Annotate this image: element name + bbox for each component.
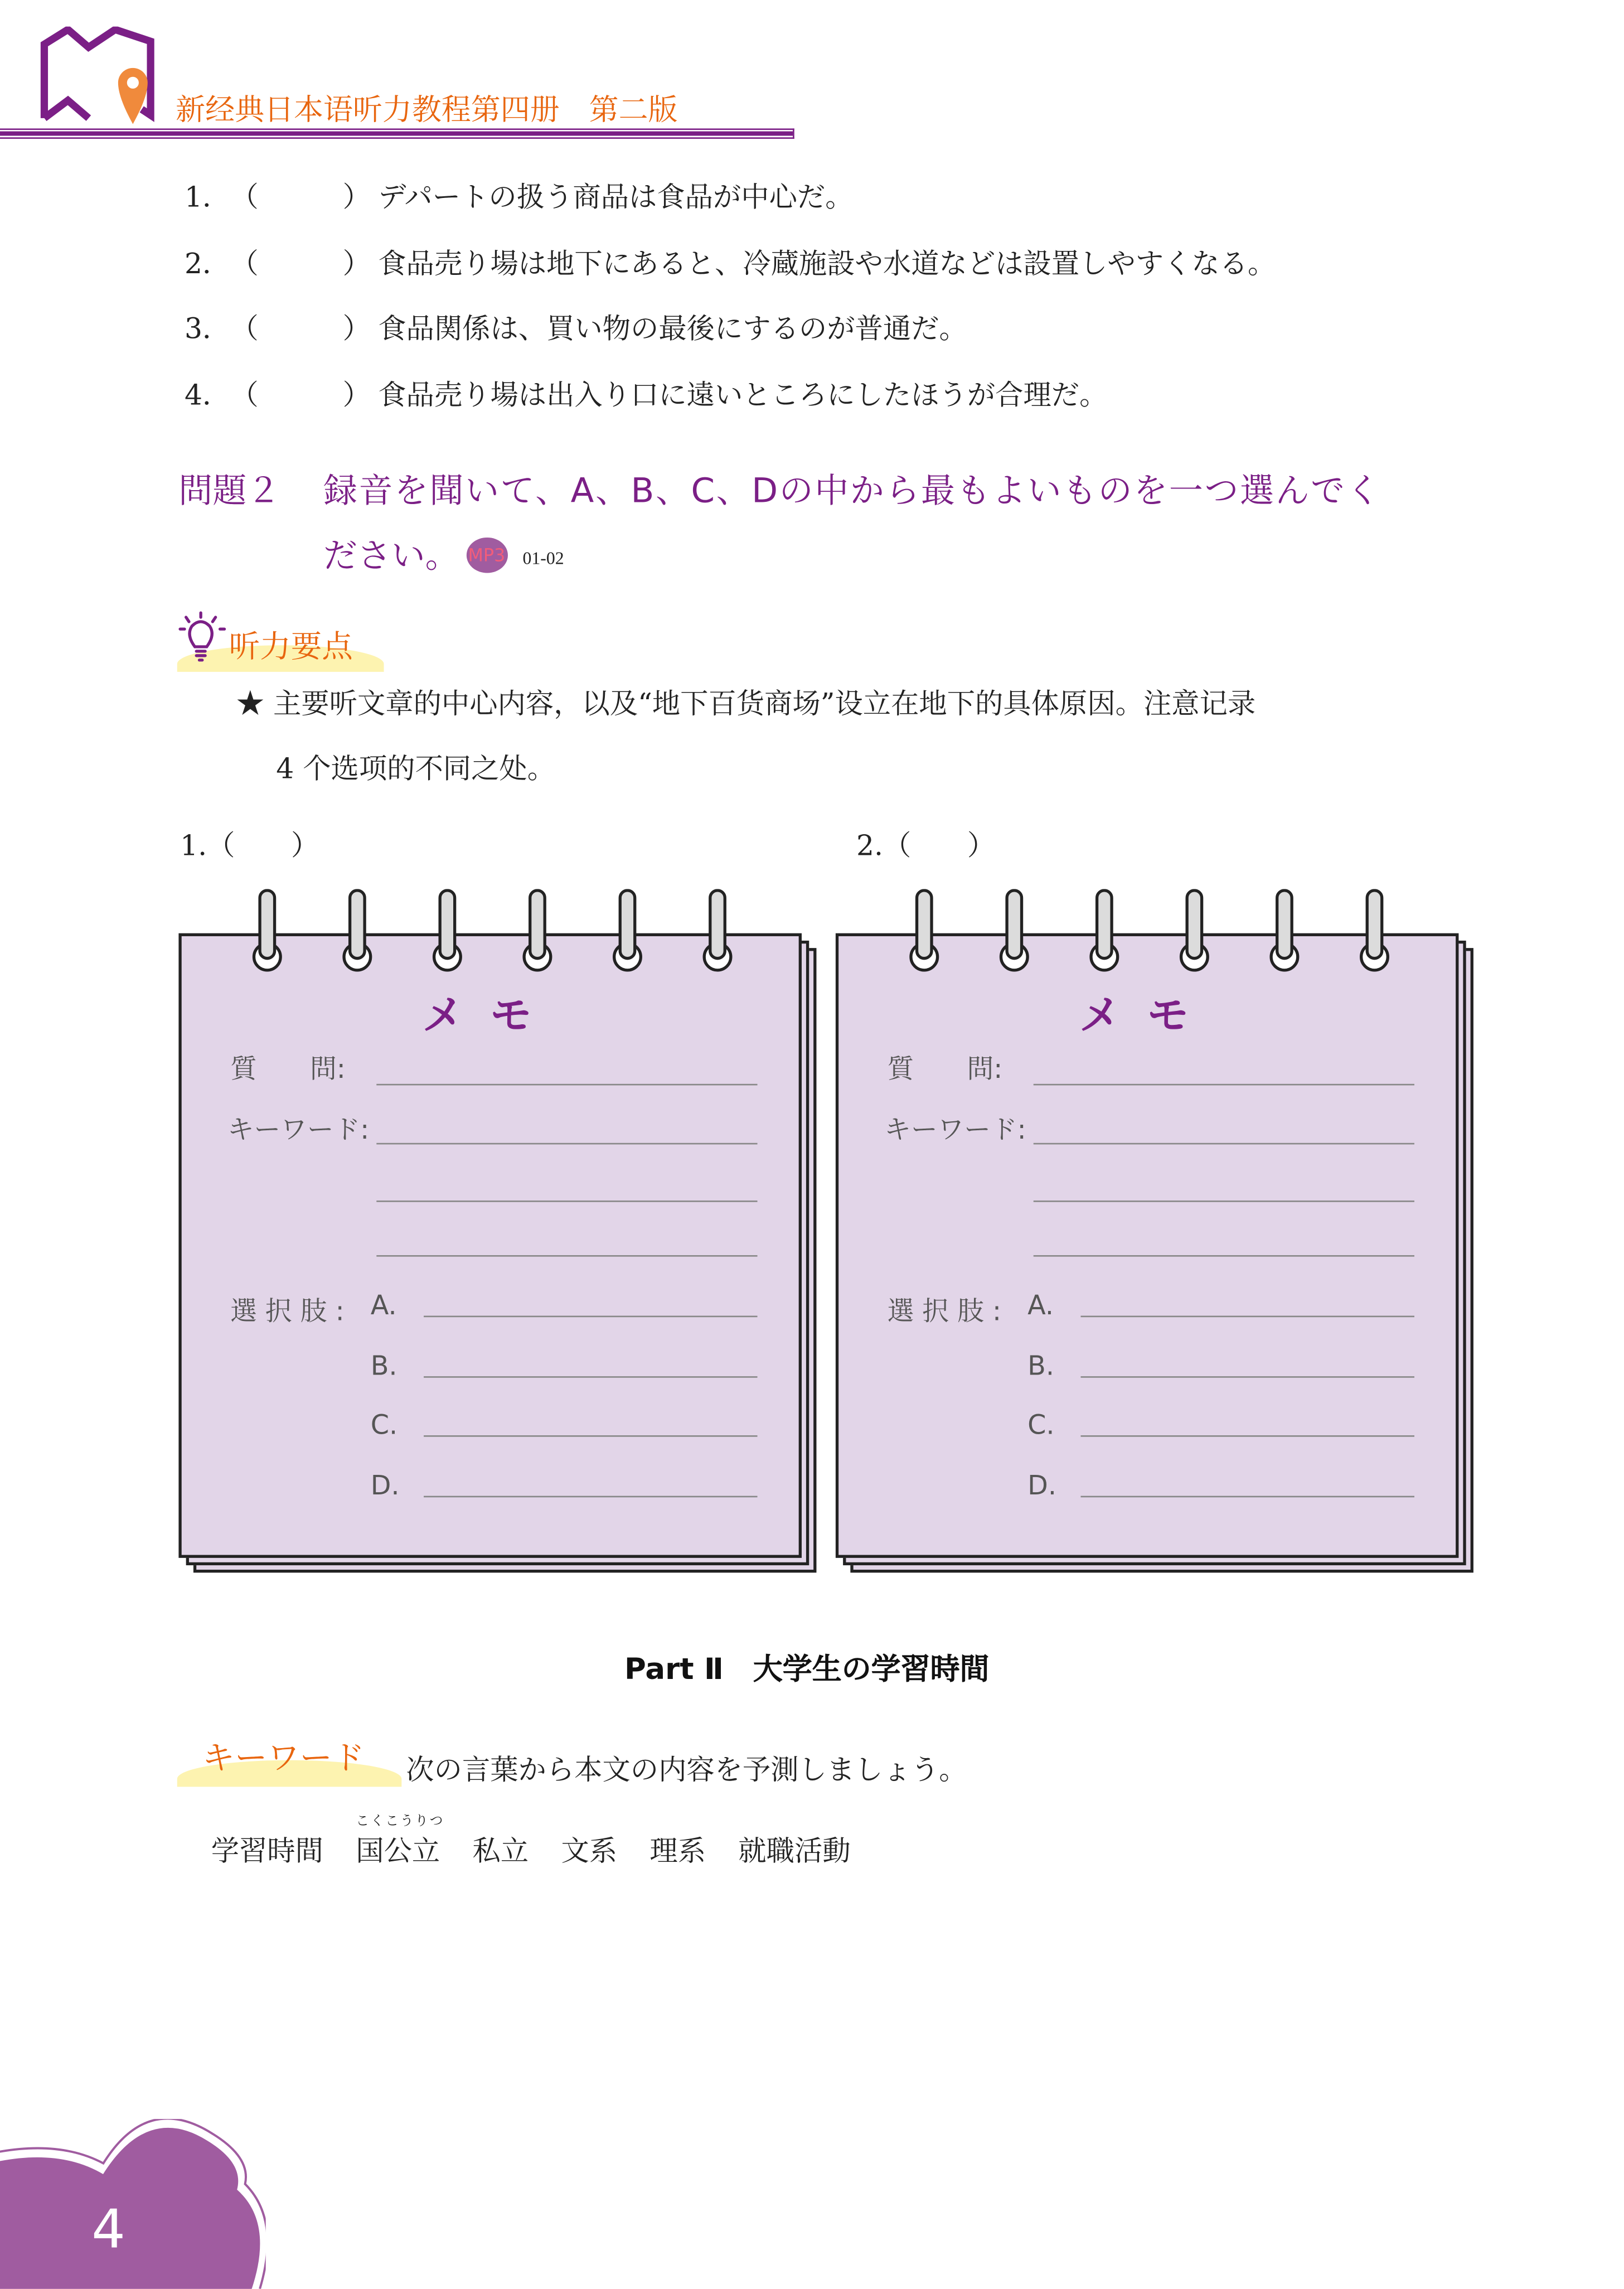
furigana: こくこうりつ (356, 1814, 445, 1830)
memo-line[interactable] (1080, 1376, 1414, 1378)
mondai-label: 問題２ (178, 472, 281, 511)
track-number: 01-02 (522, 548, 564, 569)
tips-title: 听力要点 (229, 629, 353, 665)
keyword-item-ruby (356, 1814, 445, 1870)
memo-option-a: A. (1027, 1290, 1054, 1322)
memo-question-label: 質 問: (230, 1054, 346, 1086)
memo-question-label: 質 問: (887, 1054, 1003, 1086)
answer-blank[interactable]: （ ） (230, 313, 371, 346)
keyword-item: 国公立 (356, 1835, 440, 1868)
memo-choices-label: 選 択 肢 : (230, 1296, 345, 1328)
keyword-item: 就職活動 (738, 1835, 851, 1868)
mondai-instruction-cont: ださい。 (323, 537, 459, 576)
question-item (185, 374, 1107, 414)
memo-line[interactable] (1034, 1255, 1414, 1257)
memo-option-b: B. (370, 1351, 397, 1382)
memo-pad-2 (836, 933, 1456, 1555)
memo-line[interactable] (1034, 1201, 1414, 1202)
memo-line[interactable] (1080, 1316, 1414, 1318)
memo-title: メモ (422, 990, 559, 1040)
mp3-audio-icon[interactable] (467, 538, 508, 573)
mondai-instruction: 録音を聞いて、A、B、C、Dの中から最もよいものを一つ選んでく (323, 472, 1382, 511)
memo-line[interactable] (376, 1255, 757, 1257)
memo-line[interactable] (424, 1496, 757, 1498)
memo-title: メモ (1079, 990, 1215, 1040)
keyword-label: キーワード (202, 1741, 365, 1778)
question-number: 4． (185, 379, 231, 412)
memo-line[interactable] (424, 1435, 757, 1437)
lightbulb-icon (177, 611, 230, 664)
memo-keyword-label: キーワード: (884, 1115, 1026, 1146)
answer-label-2[interactable]: 2.（ ） (856, 830, 996, 863)
keyword-instruction: 次の言葉から本文の内容を予測しましょう。 (406, 1754, 967, 1787)
page-number: 4 (91, 2200, 125, 2261)
memo-line[interactable] (1080, 1435, 1414, 1437)
question-item (185, 307, 967, 347)
keyword-item: 文系 (561, 1835, 618, 1868)
answer-blank[interactable]: （ ） (230, 181, 371, 214)
question-text: デパートの扱う商品は食品が中心だ。 (378, 181, 854, 214)
memo-option-a: A. (370, 1290, 397, 1322)
question-item (185, 242, 1276, 282)
memo-line[interactable] (376, 1084, 757, 1086)
memo-line[interactable] (376, 1201, 757, 1202)
answer-blank[interactable]: （ ） (230, 248, 371, 281)
memo-option-b: B. (1027, 1351, 1055, 1382)
keyword-list (211, 1814, 851, 1870)
keyword-item: 学習時間 (211, 1835, 323, 1868)
memo-line[interactable] (1080, 1496, 1414, 1498)
question-item (185, 176, 854, 216)
header-rule (0, 128, 794, 139)
memo-option-c: C. (370, 1410, 398, 1441)
part2-title: Part Ⅱ 大学生の学習時間 (624, 1651, 990, 1687)
question-text: 食品売り場は出入り口に遠いところにしたほうが合理だ。 (378, 379, 1108, 412)
question-text: 食品売り場は地下にあると、冷蔵施設や水道などは設置しやすくなる。 (378, 248, 1276, 281)
question-number: 1． (185, 181, 231, 214)
keyword-item: 私立 (472, 1835, 529, 1868)
keyword-item: 理系 (649, 1835, 706, 1868)
memo-option-c: C. (1027, 1410, 1055, 1441)
memo-line[interactable] (424, 1376, 757, 1378)
spiral-rings-icon (250, 889, 737, 977)
memo-line[interactable] (1034, 1143, 1414, 1145)
memo-keyword-label: キーワード: (227, 1115, 370, 1146)
memo-sheet (178, 933, 802, 1558)
memo-choices-label: 選 択 肢 : (887, 1296, 1002, 1328)
spiral-rings-icon (906, 889, 1394, 977)
memo-line[interactable] (424, 1316, 757, 1318)
answer-blank[interactable]: （ ） (230, 379, 371, 412)
question-number: 3． (185, 313, 231, 346)
answer-label-1[interactable]: 1.（ ） (180, 830, 319, 863)
tips-line: 4 个选项的不同之处。 (276, 753, 556, 786)
question-number: 2． (185, 248, 231, 281)
mp3-badge-text: MP3 (468, 545, 506, 566)
map-book-logo-icon (38, 27, 159, 130)
memo-sheet (836, 933, 1459, 1558)
memo-option-d: D. (1027, 1470, 1057, 1502)
memo-line[interactable] (1034, 1084, 1414, 1086)
memo-line[interactable] (376, 1143, 757, 1145)
page-number-cloud (0, 2119, 266, 2289)
memo-option-d: D. (370, 1470, 400, 1502)
question-text: 食品関係は、買い物の最後にするのが普通だ。 (378, 313, 967, 346)
book-title: 新经典日本语听力教程第四册 第二版 (176, 91, 678, 127)
memo-pad-1 (178, 933, 798, 1555)
tips-line: ★ 主要听文章的中心内容，以及“地下百货商场”设立在地下的具体原因。注意记录 (236, 688, 1256, 721)
